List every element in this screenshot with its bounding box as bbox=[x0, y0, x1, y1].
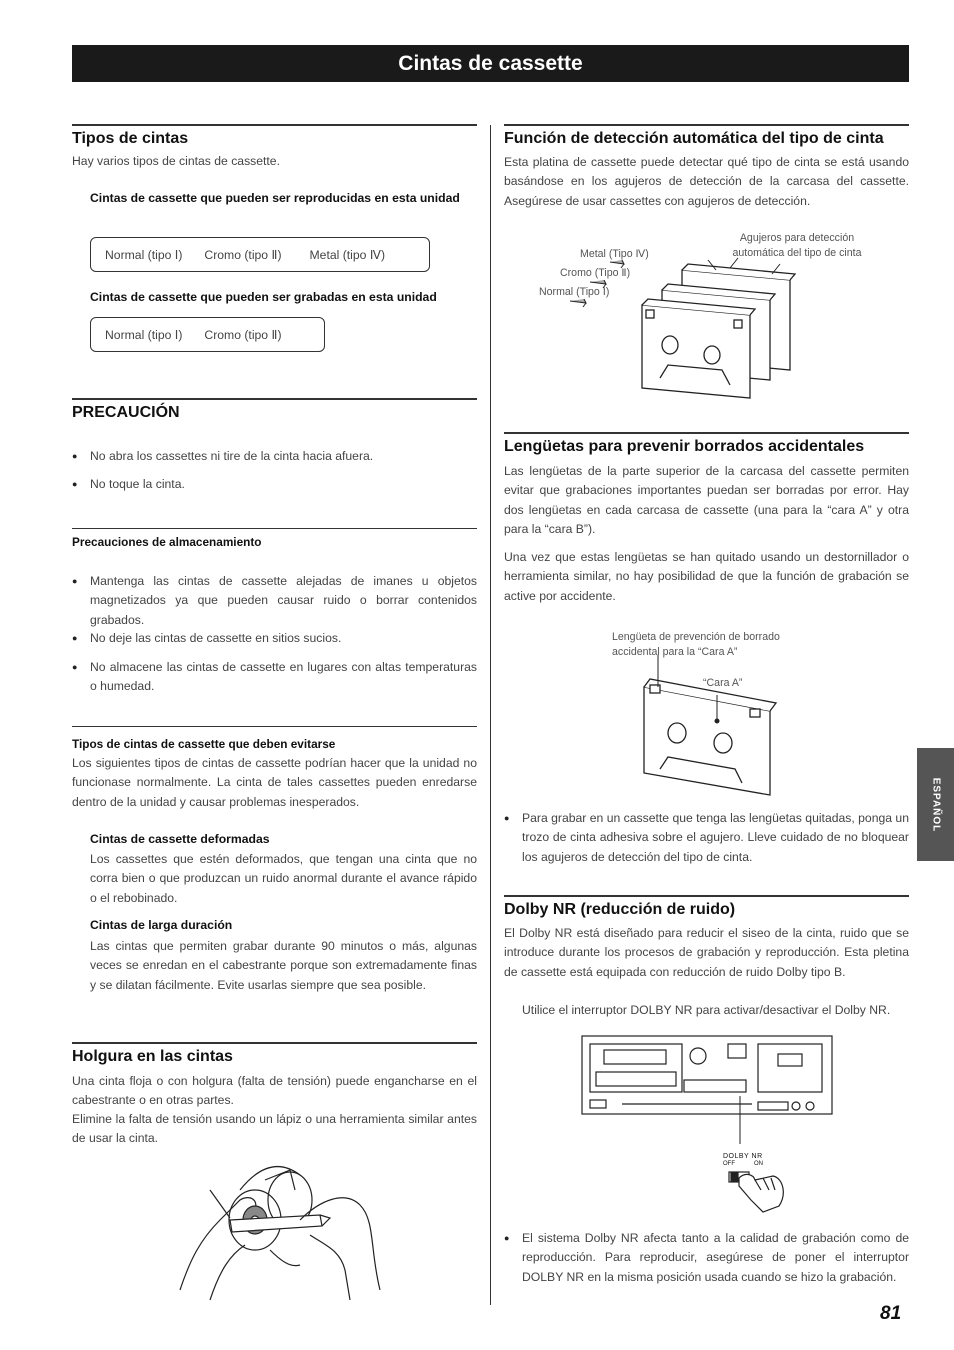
section-heading-dolby: Dolby NR (reducción de ruido) bbox=[504, 895, 909, 919]
rec-types-box bbox=[90, 317, 325, 352]
dolby-instruction: Utilice el interruptor DOLBY NR para activar/desactivar el Dolby NR. bbox=[522, 1003, 891, 1017]
deformed-text: Los cassettes que estén deformados, que tengan una cinta que no corra bien o que produzcan un ruido anormal durante el avance rápido o el rebobinado. bbox=[90, 852, 477, 905]
deteccion-text: Esta platina de cassette puede detectar qué tipo de cinta se está usando basándose en los agujeros de detección de la carcasa del cassette. Asegúrese de usar cassettes con agujeros de detección. bbox=[504, 155, 909, 208]
rec-heading: Cintas de cassette que pueden ser grabadas en esta unidad bbox=[90, 290, 437, 304]
section-heading-deteccion: Función de detección automática del tipo de cinta bbox=[504, 124, 909, 148]
dolby-switch-label: DOLBY NR bbox=[723, 1153, 763, 1160]
play-types-box bbox=[90, 237, 430, 272]
cassette-stack-illustration bbox=[610, 250, 810, 400]
holgura-text-2: Elimine la falta de tensión usando un lápiz o una herramienta similar antes de usar la cinta. bbox=[72, 1112, 477, 1146]
section-heading-lenguetas: Lengüetas para prevenir borrados accidentales bbox=[504, 432, 909, 456]
long-heading: Cintas de larga duración bbox=[90, 918, 233, 932]
divider bbox=[72, 528, 477, 529]
label-metal: Metal (Tipo Ⅳ) bbox=[580, 248, 649, 260]
lenguetas-bullet: ● Para grabar en un cassette que tenga las lengüetas quitadas, ponga un trozo de cinta adhesiva sobre el agujero. Lleve cuidado de no bloquear los agujeros de detección del tipo de cinta. bbox=[522, 809, 909, 867]
label-holes: Agujeros para detección automática del tipo de cinta bbox=[732, 232, 862, 259]
storage-bullet: ● Mantenga las cintas de cassette alejadas de imanes u objetos magnetizados ya que pueden causar ruido o borrar contenidos grabados. bbox=[90, 572, 477, 630]
page-title: Cintas de cassette bbox=[72, 45, 909, 82]
play-type-metal: Metal (tipo Ⅳ) bbox=[309, 247, 386, 262]
play-heading: Cintas de cassette que pueden ser reproducidas en esta unidad bbox=[90, 191, 460, 205]
storage-bullet: ● No almacene las cintas de cassette en lugares con altas temperaturas o humedad. bbox=[90, 658, 477, 697]
label-cromo: Cromo (Tipo Ⅱ) bbox=[560, 267, 631, 279]
avoid-text: Los siguientes tipos de cintas de cassette podrían hacer que la unidad no funcionase normalmente. La cinta de tales cassettes pueden enredarse dentro de la unidad y causar problemas inesperados. bbox=[72, 756, 477, 809]
dolby-bullet: ● El sistema Dolby NR afecta tanto a la calidad de grabación como de reproducción. Para reproducir, asegúrese de poner el interruptor DOLBY NR en la misma posición usada cuando se hizo la grabación. bbox=[522, 1229, 909, 1287]
section-heading-tipos: Tipos de cintas bbox=[72, 124, 477, 148]
dolby-switch-on: ON bbox=[754, 1161, 763, 1167]
divider bbox=[72, 726, 477, 727]
language-tab bbox=[917, 748, 954, 861]
play-type-cromo: Cromo (tipo Ⅱ) bbox=[204, 247, 282, 262]
rec-type-normal: Normal (tipo Ⅰ) bbox=[105, 327, 183, 342]
rec-type-cromo: Cromo (tipo Ⅱ) bbox=[204, 327, 282, 342]
column-divider bbox=[490, 125, 491, 1305]
section-heading-holgura: Holgura en las cintas bbox=[72, 1042, 477, 1066]
avoid-heading: Tipos de cintas de cassette que deben evitarse bbox=[72, 737, 336, 751]
pencil-winding-illustration bbox=[170, 1160, 390, 1300]
page-number: 81 bbox=[880, 1303, 902, 1324]
label-tab: Lengüeta de prevención de borrado accidental para la “Cara A” bbox=[612, 631, 780, 658]
lenguetas-text-1: Las lengüetas de la parte superior de la carcasa del cassette permiten evitar que grabaciones importantes puedan ser borradas por error. Hay dos lengüetas en cada carcasa de cassette (una para la “cara A” y otra para la “cara B”). bbox=[504, 464, 909, 536]
storage-heading: Precauciones de almacenamiento bbox=[72, 535, 262, 549]
precaucion-bullet: ● No toque la cinta. bbox=[90, 475, 477, 494]
precaucion-bullet: ● No abra los cassettes ni tire de la cinta hacia afuera. bbox=[90, 447, 477, 466]
long-text: Las cintas que permiten grabar durante 90 minutos o más, algunas veces se enredan en el cabestrante porque son extremadamente finas y se dilatan fácilmente. Evite usarlas siempre que sea posible. bbox=[90, 939, 477, 992]
play-type-normal: Normal (tipo Ⅰ) bbox=[105, 247, 183, 262]
hand-switch-illustration bbox=[725, 1168, 795, 1218]
holgura-text-1: Una cinta floja o con holgura (falta de tensión) puede engancharse en el cabestrante o en otras partes. bbox=[72, 1074, 477, 1108]
tipos-intro: Hay varios tipos de cintas de cassette. bbox=[72, 154, 280, 168]
dolby-text: El Dolby NR está diseñado para reducir el siseo de la cinta, ruido que se introduce durante los procesos de grabación y reproducción. Esta pletina de cassette está equipada con reducción de ruido Dolby tipo B. bbox=[504, 926, 909, 979]
storage-bullet: ● No deje las cintas de cassette en sitios sucios. bbox=[90, 629, 477, 648]
dolby-switch-off: OFF bbox=[723, 1161, 735, 1167]
label-normal: Normal (Tipo Ⅰ) bbox=[539, 286, 610, 298]
cassette-deck-illustration bbox=[582, 1036, 834, 1116]
label-side-a: “Cara A” bbox=[703, 677, 743, 689]
section-heading-precaucion: PRECAUCIÓN bbox=[72, 398, 477, 422]
lenguetas-text-2: Una vez que estas lengüetas se han quitado usando un destornillador o herramienta similar, no hay posibilidad de que la función de grabación se active por accidente. bbox=[504, 550, 909, 603]
language-tab-label: ESPAÑOL bbox=[930, 777, 941, 832]
cassette-tab-illustration bbox=[640, 665, 780, 795]
deformed-heading: Cintas de cassette deformadas bbox=[90, 832, 270, 846]
